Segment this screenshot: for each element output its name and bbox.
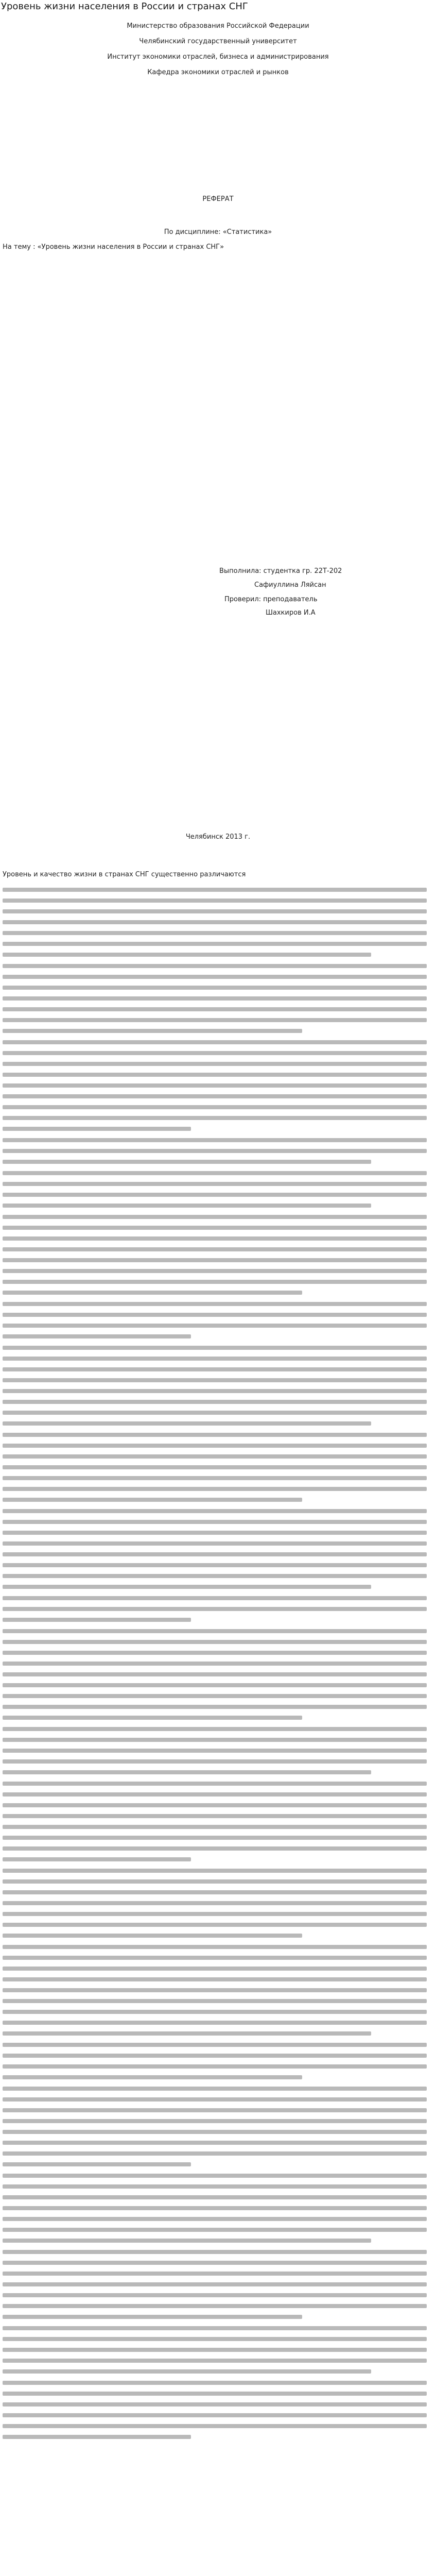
checker-name: Шахкиров И.А (266, 609, 316, 617)
paragraph-10 (3, 1509, 431, 1589)
paragraph-11 (3, 1596, 431, 1622)
paragraph-12 (3, 1629, 431, 1720)
author-line: Выполнила: студентка гр. 22Т-202 (219, 567, 342, 575)
paragraph-19 (3, 2174, 431, 2243)
paragraph-18 (3, 2087, 431, 2166)
university-line: Челябинский государственный университет (139, 38, 297, 45)
title-page-header (0, 19, 436, 80)
paragraph-6 (3, 1215, 431, 1295)
paragraph-16 (3, 1945, 431, 2036)
paragraph-5 (3, 1171, 431, 1208)
checker-line: Проверил: преподаватель (224, 596, 318, 603)
paragraph-8 (3, 1346, 431, 1426)
paragraph-3 (3, 1040, 431, 1131)
paragraph-15 (3, 1869, 431, 1938)
department-line: Кафедра экономики отраслей и рынков (147, 69, 289, 76)
ministry-line: Министерство образования Российской Федерации (127, 22, 309, 30)
institute-line: Институт экономики отраслей, бизнеса и администрирования (107, 53, 329, 61)
paragraph-17 (3, 2043, 431, 2079)
paragraph-4 (3, 1138, 431, 1164)
paragraph-14 (3, 1782, 431, 1861)
paragraph-7 (3, 1302, 431, 1338)
doc-type: РЕФЕРАТ (202, 195, 234, 203)
paragraph-21 (3, 2326, 431, 2374)
paragraph-13 (3, 1727, 431, 1774)
paragraph-22 (3, 2381, 431, 2439)
topic-line: На тему : «Уровень жизни населения в России и странах СНГ» (3, 243, 224, 251)
discipline-line: По дисциплине: «Статистика» (164, 228, 272, 236)
document-title: Уровень жизни населения в России и странах СНГ (1, 1, 248, 12)
paragraph-2 (3, 964, 431, 1033)
paragraph-1 (3, 888, 431, 957)
city-year: Челябинск 2013 г. (185, 833, 251, 841)
paragraph-9 (3, 1433, 431, 1502)
section-heading: Уровень и качество жизни в странах СНГ существенно различаются (3, 871, 246, 878)
body-text (3, 870, 431, 2446)
paragraph-20 (3, 2250, 431, 2319)
author-name: Сафиуллина Ляйсан (254, 581, 326, 589)
